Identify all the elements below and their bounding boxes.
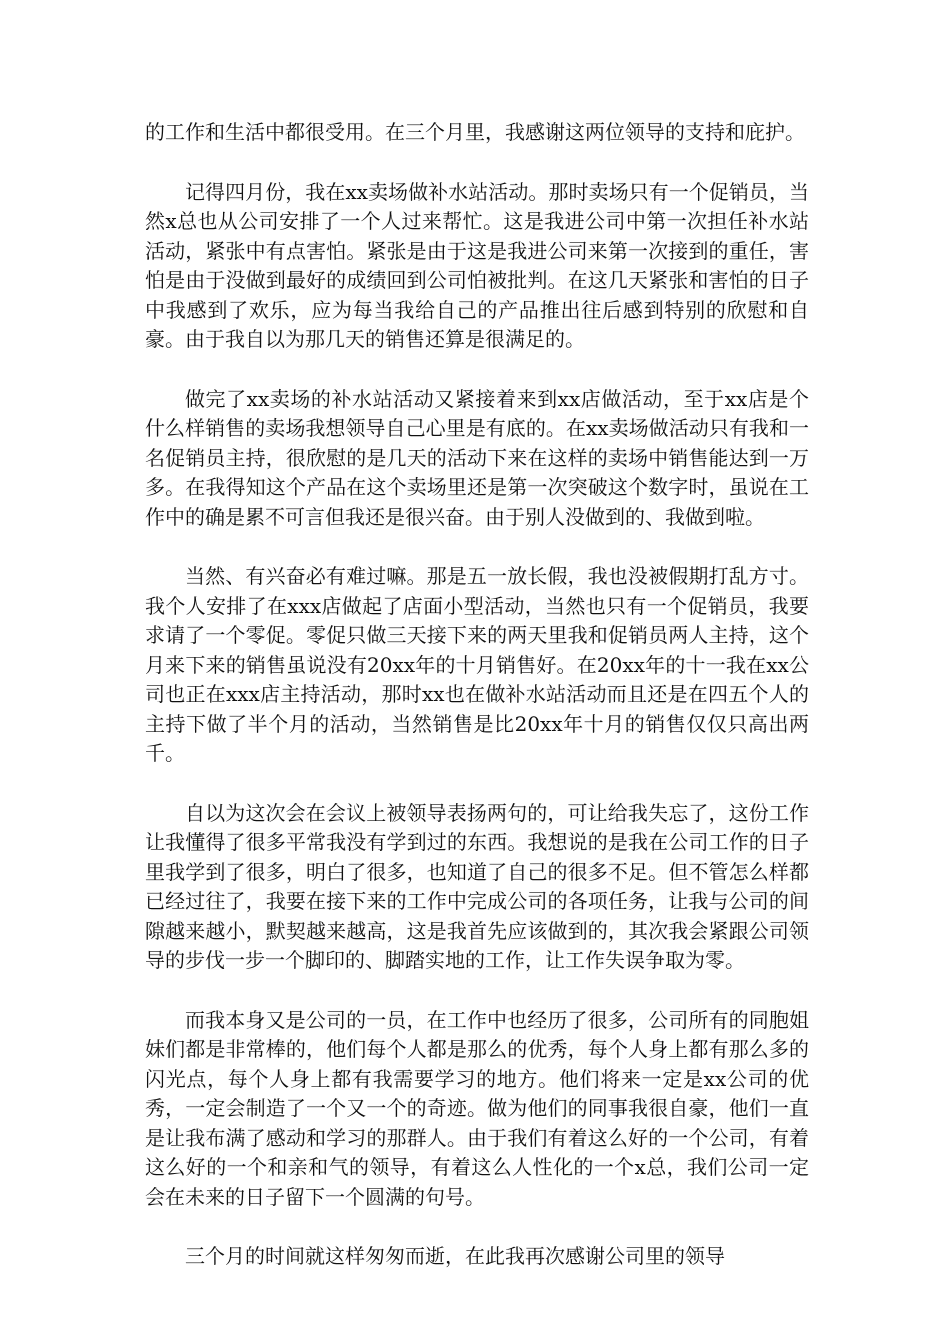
paragraph: 三个月的时间就这样匆匆而逝，在此我再次感谢公司里的领导 — [185, 1244, 725, 1268]
paragraph: 的工作和生活中都很受用。在三个月里，我感谢这两位领导的支持和庇护。 — [145, 120, 805, 144]
paragraph: 记得四月份，我在xx卖场做补水站活动。那时卖场只有一个促销员，当然x总也从公司安排了一个人过来帮忙。这是我进公司中第一次担任补水站活动，紧张中有点害怕。紧张是由于这是我进公司来第一次接到的重任，害怕是由于没做到最好的成绩回到公司怕被批判。在这几天紧张和害怕的日子中我感到了欢乐，应为每当我给自己的产品推出往后感到特别的欣慰和自豪。由于我自以为那几天的销售还算是很满足的。 — [145, 179, 809, 351]
paragraph: 做完了xx卖场的补水站活动又紧接着来到xx店做活动，至于xx店是个什么样销售的卖场我想领导自己心里是有底的。在xx卖场做活动只有我和一名促销员主持，很欣慰的是几天的活动下来在这样的卖场中销售能达到一万多。在我得知这个产品在这个卖场里还是第一次突破这个数字时，虽说在工作中的确是累不可言但我还是很兴奋。由于别人没做到的、我做到啦。 — [145, 386, 809, 529]
paragraph: 当然、有兴奋必有难过嘛。那是五一放长假，我也没被假期打乱方寸。我个人安排了在xxx店做起了店面小型活动，当然也只有一个促销员，我要求请了一个零促。零促只做三天接下来的两天里我和促销员两人主持，这个月来下来的销售虽说没有20xx年的十月销售好。在20xx年的十一我在xx公司也正在xxx店主持活动，那时xx也在做补水站活动而且还是在四五个人的主持下做了半个月的活动，当然销售是比20xx年十月的销售仅仅只高出两千。 — [145, 564, 809, 765]
paragraph: 而我本身又是公司的一员，在工作中也经历了很多，公司所有的同胞姐妹们都是非常棒的，他们每个人都是那么的优秀，每个人身上都有那么多的闪光点，每个人身上都有我需要学习的地方。他们将来一定是xx公司的优秀，一定会制造了一个又一个的奇迹。做为他们的同事我很自豪，他们一直是让我布满了感动和学习的那群人。由于我们有着这么好的一个公司，有着这么好的一个和亲和气的领导，有着这么人性化的一个x总，我们公司一定会在未来的日子留下一个圆满的句号。 — [145, 1007, 809, 1209]
document-body — [145, 118, 809, 1272]
paragraph: 自以为这次会在会议上被领导表扬两句的，可让给我失忘了，这份工作让我懂得了很多平常我没有学到过的东西。我想说的是我在公司工作的日子里我学到了很多，明白了很多，也知道了自己的很多不足。但不管怎么样都已经过往了，我要在接下来的工作中完成公司的各项任务，让我与公司的间隙越来越小，默契越来越高，这是我首先应该做到的，其次我会紧跟公司领导的步伐一步一个脚印的、脚踏实地的工作，让工作失误争取为零。 — [145, 800, 809, 972]
